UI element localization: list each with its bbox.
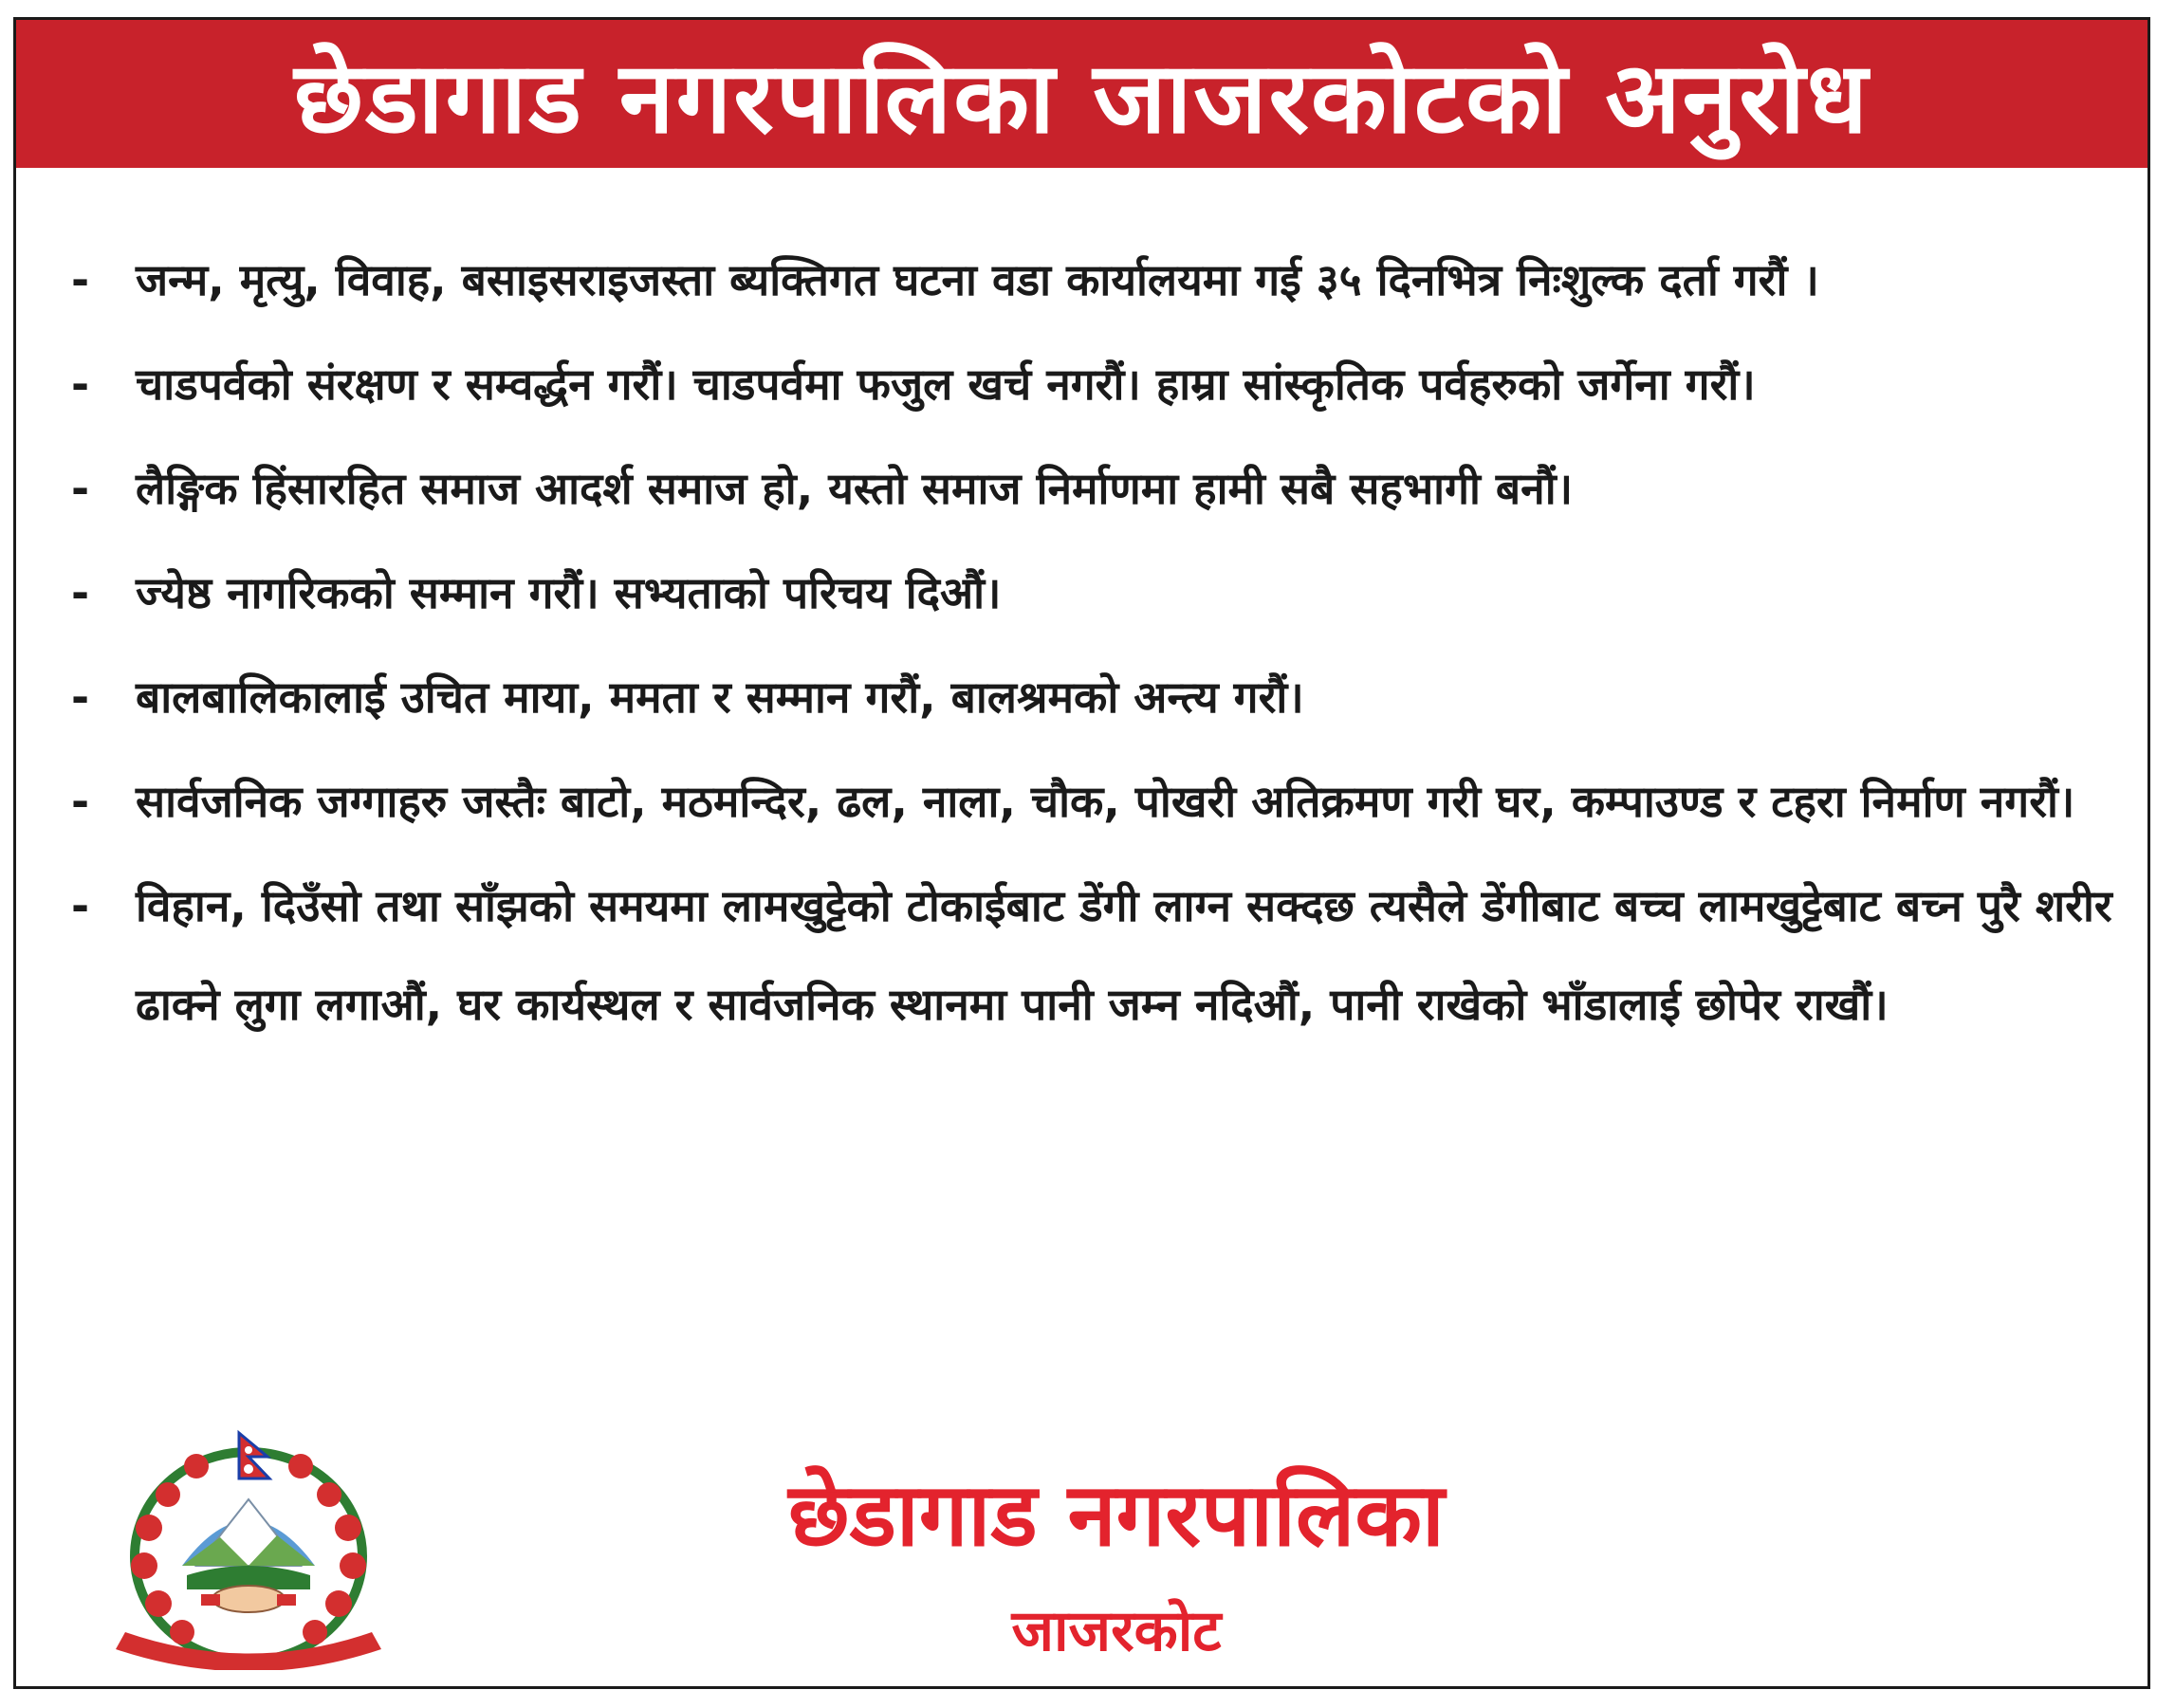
- notice-frame: [13, 17, 2150, 1689]
- bullet-dash: -: [71, 463, 90, 514]
- district-name: जाजरकोट: [1011, 1598, 1222, 1664]
- notice-item: [58, 543, 2145, 642]
- notice-item: [58, 439, 2145, 538]
- notice-item: [58, 648, 2145, 746]
- notice-text: बालबालिकालाई उचित माया, ममता र सम्मान गरौं, बालश्रमको अन्त्य गरौं।: [136, 671, 1304, 723]
- bullet-dash: -: [71, 671, 90, 723]
- nepal-emblem-icon: [106, 1423, 391, 1670]
- header-title: छेडागाड नगरपालिका जाजरकोटको अनुरोध: [294, 39, 1870, 156]
- footer: [16, 1423, 2147, 1670]
- bullet-dash: -: [71, 567, 90, 618]
- notice-text: ज्येष्ठ नागरिकको सम्मान गरौं। सभ्यताको परिचय दिऔं।: [136, 567, 1002, 618]
- notice-item: [58, 335, 2145, 433]
- notice-item: [58, 856, 2145, 1054]
- notice-text: विहान, दिउँसो तथा साँझको समयमा लामखुट्टेको टोकाईबाट डेंगी लाग्न सक्दछ त्यसैले डेंगीबाट बच्च लामखुट्टेबाट बच्न पुरै शरीर ढाक्ने लुगा लगाऔं, घर कार्यस्थल र सार्वजनिक स्थानमा पानी जम्न नदिऔं, पानी राखेको भाँडालाई छोपेर राखौं।: [136, 880, 2112, 1030]
- notice-item: [58, 752, 2145, 851]
- notice-text: सार्वजनिक जग्गाहरु जस्तैः बाटो, मठमन्दिर, ढल, नाला, चौक, पोखरी अतिक्रमण गरी घर, कम्पाउण्ड र टहरा निर्माण नगरौं।: [136, 776, 2075, 827]
- notice-list: [58, 230, 2145, 1059]
- handshake-icon: [201, 1586, 296, 1612]
- bullet-dash: -: [71, 880, 90, 931]
- notice-item: [58, 230, 2145, 329]
- mountain: [182, 1499, 315, 1589]
- header-banner: [16, 20, 2147, 168]
- bullet-dash: -: [71, 776, 90, 827]
- notice-text: चाडपर्वको संरक्षण र सम्वर्द्धन गरौं। चाडपर्वमा फजुल खर्च नगरौं। हाम्रा सांस्कृतिक पर्वहरुको जर्गेना गरौं।: [136, 358, 1756, 410]
- notice-text: जन्म, मृत्यु, विवाह, बसाइसराइजस्ता ब्यक्तिगत घटना वडा कार्यालयमा गई ३५ दिनभित्र निःशुल्क दर्ता गरौं ।: [136, 254, 1819, 305]
- bullet-dash: -: [71, 254, 90, 305]
- organization-name: छेडागाड नगरपालिका: [788, 1464, 1445, 1566]
- notice-text: लैङ्गिक हिंसारहित समाज आदर्श समाज हो, यस्तो समाज निर्माणमा हामी सबै सहभागी बनौं।: [136, 463, 1574, 514]
- flag: [239, 1433, 269, 1478]
- bullet-dash: -: [71, 358, 90, 410]
- motto-ribbon: [116, 1632, 381, 1670]
